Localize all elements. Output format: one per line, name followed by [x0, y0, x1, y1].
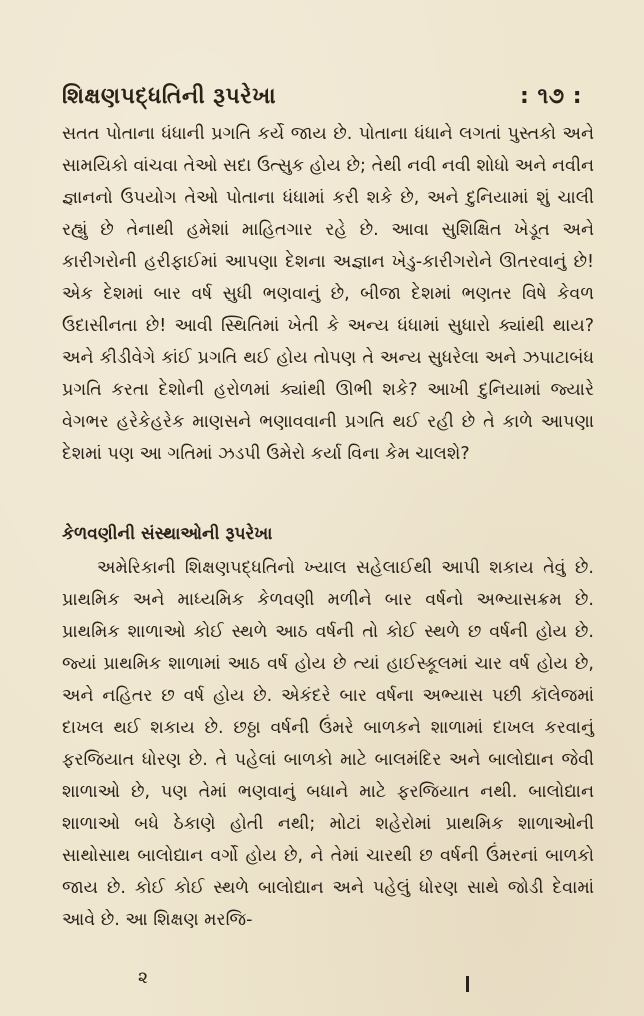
printer-mark — [466, 976, 469, 992]
running-header — [62, 84, 582, 109]
paragraph-1: સતત પોતાના ધંધાની પ્રગતિ કર્યે જાય છે. પોતાના ધંધાને લગતાં પુસ્તકો અને સામયિકો વાંચવા તેઓ સદા ઉત્સુક હોય છે; તેથી નવી નવી શોધો અને નવીન જ્ઞાનનો ઉપયોગ તેઓ પોતાના ધંધામાં કરી શકે છે, અને દુનિયામાં શું ચાલી રહ્યું છે તેનાથી હમેશાં માહિતગાર રહે છે. આવા સુશિક્ષિત ખેડૂત અને કારીગરોની હરીફાઈમાં આપણા દેશના અજ્ઞાન ખેડુ-કારીગરોને ઊતરવાનું છે! એક દેશમાં બાર વર્ષ સુધી ભણવાનું છે, બીજા દેશમાં ભણતર વિષે કેવળ ઉદાસીનતા છે! આવી સ્થિતિમાં ખેતી કે અન્ય ધંધામાં સુધારો ક્યાંથી થાય? અને કીડીવેગે કાંઈ પ્રગતિ થઈ હોય તોપણ તે અન્ય સુધરેલા અને ઝપાટાબંધ પ્રગતિ કરતા દેશોની હરોળમાં ક્યાંથી ઊભી શકે? આખી દુનિયામાં જ્યારે વેગભર હરેકેહરેક માણસને ભણાવવાની પ્રગતિ થઈ રહી છે તે કાળે આપણા દેશમાં પણ આ ગતિમાં ઝડપી ઉમેરો કર્યા વિના કેમ ચાલશે? — [62, 124, 594, 464]
page-footer — [0, 968, 644, 996]
running-title: શિક્ષણપદ્ધતિની રૂપરેખા — [62, 84, 277, 109]
page-number: : ૧૭ : — [520, 84, 582, 109]
signature-mark: ૨ — [138, 968, 148, 988]
section-heading: કેળવણીની સંસ્થાઓની રૂપરેખા — [62, 524, 273, 544]
paragraph-2: અમેરિકાની શિક્ષણપદ્ધતિનો ખ્યાલ સહેલાઈથી આપી શકાય તેવું છે. પ્રાથમિક અને માધ્યમિક કેળવણી મળીને બાર વર્ષનો અભ્યાસક્રમ છે. પ્રાથમિક શાળાઓ કોઈ સ્થળે આઠ વર્ષની તો કોઈ સ્થળે છ વર્ષની હોય છે. જ્યાં પ્રાથમિક શાળામાં આઠ વર્ષ હોય છે ત્યાં હાઈસ્કૂલમાં ચાર વર્ષ હોય છે, અને નહિતર છ વર્ષ હોય છે. એકંદરે બાર વર્ષના અભ્યાસ પછી કૉલેજમાં દાખલ થઈ શકાય છે. છઠ્ઠા વર્ષની ઉંમરે બાળકને શાળામાં દાખલ કરવાનું ફરજિયાત ધોરણ છે. તે પહેલાં બાળકો માટે બાલમંદિર અને બાલોદ્યાન જેવી શાળાઓ છે, પણ તેમાં ભણવાનું બધાને માટે ફરજિયાત નથી. બાલોદ્યાન શાળાઓ બધે ઠેકાણે હોતી નથી; મોટાં શહેરોમાં પ્રાથમિક શાળાઓની સાથોસાથ બાલોદ્યાન વર્ગો હોય છે, ને તેમાં ચારથી છ વર્ષની ઉંમરનાં બાળકો જાય છે. કોઈ કોઈ સ્થળે બાલોદ્યાન અને પહેલું ધોરણ સાથે જોડી દેવામાં આવે છે. આ શિક્ષણ મરજિ- — [62, 558, 594, 930]
